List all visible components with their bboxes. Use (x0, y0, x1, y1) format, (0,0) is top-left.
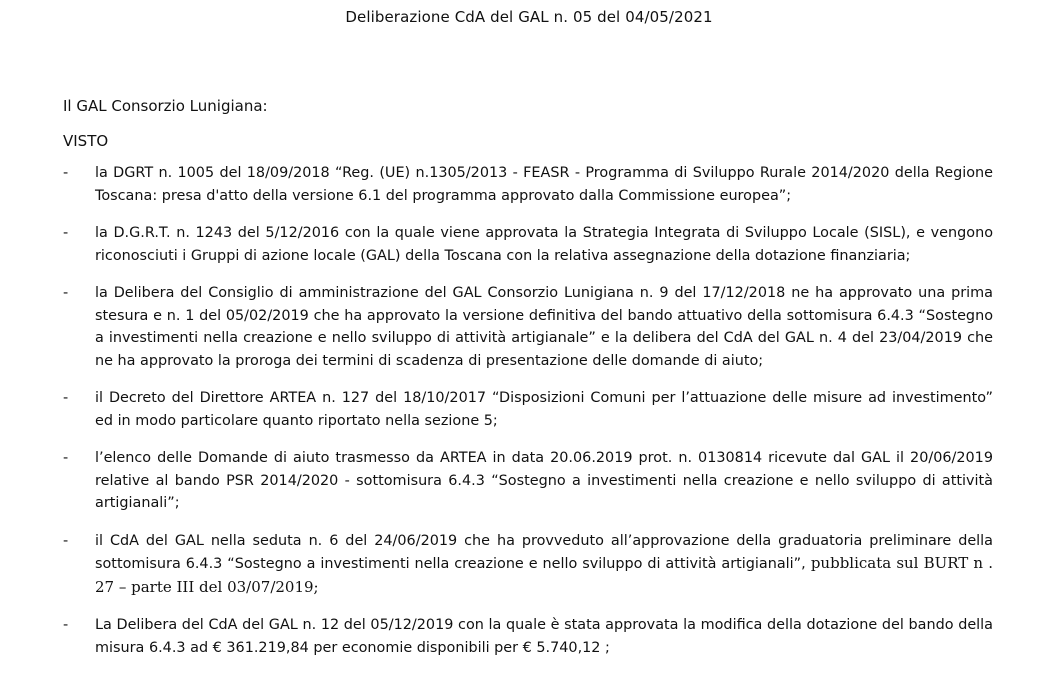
bullet-dash: - (63, 390, 69, 406)
list-item-text: la Delibera del Consiglio di amministrazione del GAL Consorzio Lunigiana n. 9 del 17/12/2018 ne ha approvato una prima stesura e n. 1 del 05/02/2019 che ha approvato la versione definitiva del bando attuativo della sottomisura 6.4.3 “Sostegno a investimenti nella creazione e nello sviluppo di attività artigianale” e la delibera del CdA del GAL n. 4 del 23/04/2019 che ne ha approvato la proroga dei termini di scadenza di presentazione delle domande di aiuto; (95, 285, 993, 369)
bullet-dash: - (63, 450, 69, 466)
bullet-dash: - (63, 617, 69, 633)
list-item (63, 222, 993, 267)
list-item (63, 387, 993, 432)
list-item-text-part2: pubblicata sul BURT n . 27 – parte III del 03/07/2019; (95, 554, 993, 596)
list-item-text: il Decreto del Direttore ARTEA n. 127 del 18/10/2017 “Disposizioni Comuni per l’attuazione delle misure ad investimento” ed in modo particolare quanto riportato nella sezione 5; (95, 390, 993, 429)
list-item-text: La Delibera del CdA del GAL n. 12 del 05/12/2019 con la quale è stata approvata la modifica della dotazione del bando della misura 6.4.3 ad € 361.219,84 per economie disponibili per € 5.740,12 ; (95, 617, 993, 656)
list-item (63, 530, 993, 600)
list-item-text: la DGRT n. 1005 del 18/09/2018 “Reg. (UE) n.1305/2013 - FEASR - Programma di Sviluppo Rurale 2014/2020 della Regione Toscana: presa d'atto della versione 6.1 del programma approvato dalla Commissione europea”; (95, 165, 993, 204)
list-item (63, 162, 993, 207)
list-item (63, 447, 993, 515)
list-item-text-part1: il CdA del GAL nella seduta n. 6 del 24/06/2019 che ha provveduto all’approvazione della graduatoria preliminare della sottomisura 6.4.3 “Sostegno a investimenti nella creazione e nello sviluppo di attività artigianali”, (95, 532, 993, 572)
list-item-text: la D.G.R.T. n. 1243 del 5/12/2016 con la quale viene approvata la Strategia Integrata di Sviluppo Locale (SISL), e vengono riconosciuti i Gruppi di azione locale (GAL) della Toscana con la relativa assegnazione della dotazione finanziaria; (95, 225, 993, 264)
list-item-text: l’elenco delle Domande di aiuto trasmesso da ARTEA in data 20.06.2019 prot. n. 0130814 ricevute dal GAL il 20/06/2019 relative al bando PSR 2014/2020 - sottomisura 6.4.3 “Sostegno a investimenti nella creazione e nello sviluppo di attività artigianali”; (95, 450, 993, 511)
bullet-dash: - (63, 285, 69, 301)
deliberation-header: Deliberazione CdA del GAL n. 05 del 04/05/2021 (345, 8, 713, 26)
list-item (63, 614, 993, 659)
bullet-dash: - (63, 532, 69, 549)
list-item (63, 282, 993, 372)
intro-text: Il GAL Consorzio Lunigiana: (63, 97, 268, 115)
visto-heading: VISTO (63, 132, 109, 150)
bullet-dash: - (63, 165, 69, 181)
visto-list (63, 162, 993, 674)
bullet-dash: - (63, 225, 69, 241)
